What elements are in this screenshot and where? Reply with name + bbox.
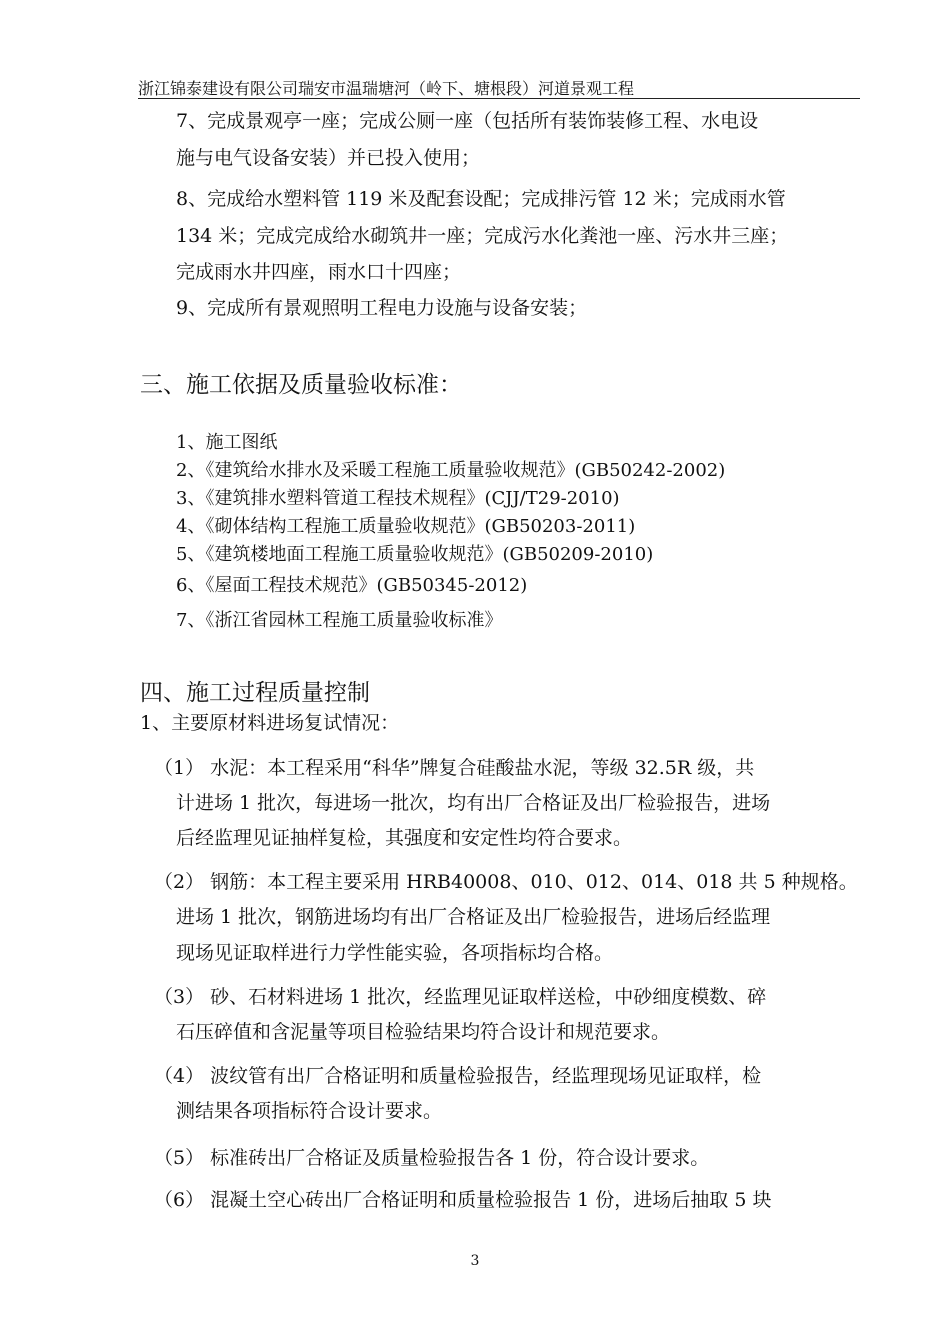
standard-item-6: 6、《屋面工程技术规范》(GB50345-2012)	[176, 575, 528, 596]
standard-item-7: 7、《浙江省园林工程施工质量验收标准》	[176, 610, 503, 631]
item-7-line-2: 施与电气设备安装）并已投入使用；	[176, 147, 481, 169]
para-1-line-1: （1） 水泥：本工程采用“科华”牌复合硅酸盐水泥，等级 32.5R 级，共	[154, 757, 755, 779]
item-7-line-1: 7、完成景观亭一座；完成公厕一座（包括所有装饰装修工程、水电设	[176, 110, 759, 132]
standard-item-2: 2、《建筑给水排水及采暖工程施工质量验收规范》(GB50242-2002)	[176, 460, 726, 481]
standard-item-4: 4、《砌体结构工程施工质量验收规范》(GB50203-2011)	[176, 516, 636, 537]
header-divider	[138, 98, 860, 99]
para-2-line-3: 现场见证取样进行力学性能实验，各项指标均合格。	[176, 942, 614, 964]
standard-item-1: 1、施工图纸	[176, 432, 278, 453]
section-4-heading: 四、施工过程质量控制	[140, 680, 370, 706]
para-4-line-2: 测结果各项指标符合设计要求。	[176, 1100, 443, 1122]
para-5-line-1: （5） 标准砖出厂合格证及质量检验报告各 1 份，符合设计要求。	[154, 1147, 710, 1169]
para-1-line-3: 后经监理见证抽样复检，其强度和安定性均符合要求。	[176, 827, 633, 849]
item-9-line-1: 9、完成所有景观照明工程电力设施与设备安装；	[176, 297, 588, 319]
para-2-line-1: （2） 钢筋：本工程主要采用 HRB40008、010、012、014、018 共 5 种规格。	[154, 871, 858, 893]
para-1-line-2: 计进场 1 批次，每进场一批次，均有出厂合格证及出厂检验报告，进场	[176, 792, 771, 814]
standard-item-3: 3、《建筑排水塑料管道工程技术规程》(CJJ/T29-2010)	[176, 488, 620, 509]
para-6-line-1: （6） 混凝土空心砖出厂合格证明和质量检验报告 1 份，进场后抽取 5 块	[154, 1189, 772, 1211]
standard-item-5: 5、《建筑楼地面工程施工质量验收规范》(GB50209-2010)	[176, 544, 654, 565]
item-8-line-3: 完成雨水井四座，雨水口十四座；	[176, 261, 462, 283]
page-number: 3	[470, 1253, 480, 1269]
page-header: 浙江锦泰建设有限公司瑞安市温瑞塘河（岭下、塘根段）河道景观工程	[138, 79, 635, 98]
subsection-1-heading: 1、主要原材料进场复试情况：	[140, 712, 400, 734]
para-4-line-1: （4） 波纹管有出厂合格证明和质量检验报告，经监理现场见证取样，检	[154, 1065, 762, 1087]
item-8-line-1: 8、完成给水塑料管 119 米及配套设配；完成排污管 12 米；完成雨水管	[176, 188, 786, 210]
section-3-heading: 三、施工依据及质量验收标准：	[140, 372, 462, 398]
item-8-line-2: 134 米；完成完成给水砌筑井一座；完成污水化粪池一座、污水井三座；	[176, 225, 789, 247]
para-3-line-2: 石压碎值和含泥量等项目检验结果均符合设计和规范要求。	[176, 1021, 671, 1043]
para-3-line-1: （3） 砂、石材料进场 1 批次，经监理见证取样送检，中砂细度模数、碎	[154, 986, 767, 1008]
para-2-line-2: 进场 1 批次，钢筋进场均有出厂合格证及出厂检验报告，进场后经监理	[176, 906, 771, 928]
